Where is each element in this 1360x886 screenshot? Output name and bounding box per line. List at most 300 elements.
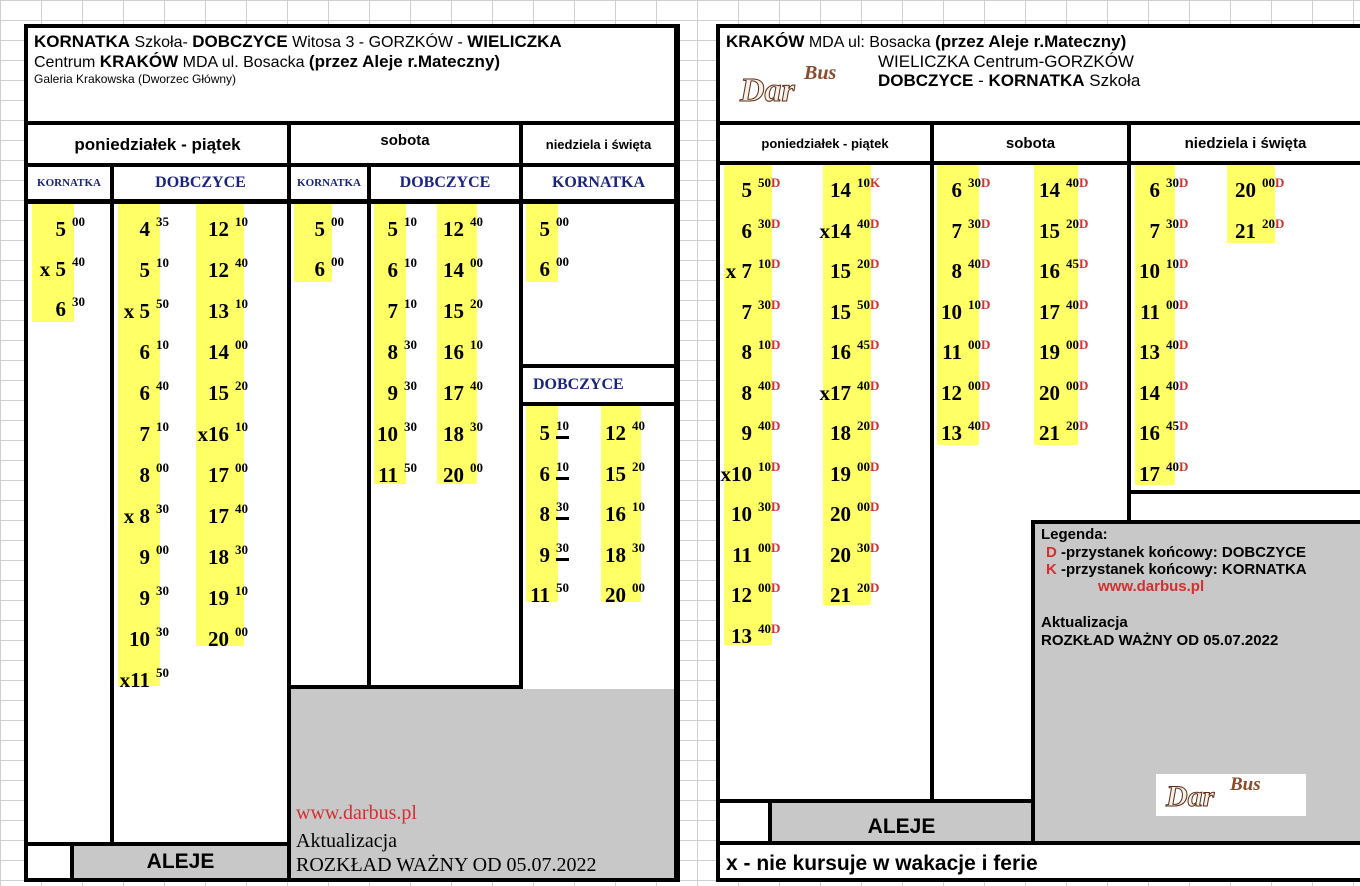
departure-time: [38, 287, 112, 327]
departure-hour: 20: [830, 502, 851, 526]
departure-hour: 19: [830, 461, 851, 486]
departure-minute: 40D: [857, 377, 880, 393]
departure-hour: 6: [314, 257, 325, 281]
darbus-logo-top: Dar Bus: [740, 62, 837, 109]
departure-hour: 6: [139, 340, 150, 364]
terminus-marker: D: [771, 256, 781, 271]
departure-minute: 40D: [1166, 377, 1189, 393]
terminus-marker: D: [1079, 175, 1089, 190]
left-footer-valid: ROZKŁAD WAŻNY OD 05.07.2022: [296, 854, 597, 876]
departure-minute: 40D: [1066, 175, 1089, 190]
left-aleje-label: ALEJE: [146, 850, 215, 873]
departure-hour: 12: [731, 583, 752, 607]
departure-time: [934, 371, 1008, 411]
departure-minute: 35: [156, 214, 169, 229]
right-note: x - nie kursuje w wakacje i ferie: [726, 852, 1038, 875]
departure-minute: 10D: [1166, 256, 1189, 271]
departure-time: [436, 371, 510, 411]
departure-hour: 6: [387, 258, 398, 282]
departure-hour: 6: [539, 257, 550, 281]
departure-hour: 15: [208, 381, 229, 405]
left-sun-kornatka-label: KORNATKA: [523, 167, 674, 199]
departure-minute: 00: [470, 255, 483, 270]
departure-time: [201, 576, 275, 616]
departure-hour: 8: [951, 259, 962, 283]
departure-hour: 7: [1149, 218, 1160, 243]
departure-minute: 40: [470, 214, 483, 229]
departure-hour: 9: [139, 586, 150, 610]
departure-minute: 00: [470, 460, 483, 475]
departure-hour: 6: [1149, 178, 1160, 202]
departure-minute: 10: [632, 499, 645, 514]
departure-minute: 00: [331, 214, 344, 229]
terminus-marker: D: [771, 337, 781, 352]
departure-minute: 30: [235, 542, 248, 557]
departure-minute: 00D: [1066, 377, 1089, 393]
left-route-header: [28, 28, 674, 121]
terminus-marker: D: [771, 296, 781, 312]
right-aleje-label: ALEJE: [867, 815, 936, 838]
departure-hour: x14: [819, 218, 851, 243]
departure-minute: 30: [470, 419, 483, 434]
departure-minute: 10: [404, 255, 417, 270]
legend-title: Legenda:: [1041, 526, 1108, 543]
departure-time: [823, 330, 897, 370]
departure-minute: 45D: [1066, 256, 1089, 271]
departure-hour: 17: [1039, 299, 1060, 324]
departure-time: [1032, 249, 1106, 289]
departure-minute: 10: [556, 459, 569, 480]
terminus-marker: D: [1079, 256, 1089, 271]
left-header-line3: Galeria Krakowska (Dworzec Główny): [34, 72, 237, 86]
departure-minute: 50: [404, 460, 417, 475]
departure-time: [122, 535, 196, 575]
departure-minute: 20: [470, 296, 483, 311]
departure-minute: 10: [470, 337, 483, 352]
right-header-line3: DOBCZYCE - KORNATKA Szkoła: [878, 71, 1141, 90]
departure-minute: 00: [235, 460, 248, 475]
terminus-marker: D: [981, 175, 991, 190]
terminus-marker: D: [1179, 175, 1189, 190]
terminus-marker: D: [1275, 175, 1285, 190]
right-weekday-header: poniedziałek - piątek: [720, 125, 930, 161]
departure-time: [122, 207, 196, 247]
departure-time: [1032, 330, 1106, 370]
terminus-marker: D: [1079, 296, 1089, 312]
departure-minute: 00: [72, 214, 85, 229]
departure-minute: 45D: [857, 337, 880, 352]
departure-hour: x 7: [725, 259, 752, 283]
departure-hour: 11: [530, 583, 550, 607]
departure-minute: 30D: [758, 215, 781, 231]
departure-time: [522, 492, 596, 532]
departure-hour: 11: [942, 340, 962, 364]
terminus-marker: D: [981, 337, 991, 352]
departure-time: [370, 289, 444, 329]
departure-time: [436, 453, 510, 493]
departure-hour: 15: [830, 299, 851, 324]
departure-minute: 00: [235, 624, 248, 639]
departure-minute: 40D: [1166, 458, 1189, 474]
departure-minute: 20D: [857, 580, 880, 595]
departure-time: [819, 371, 897, 411]
legend-d-row: D -przystanek końcowy: DOBCZYCE: [1046, 544, 1307, 561]
departure-minute: 20D: [1066, 418, 1089, 433]
departure-hour: 11: [1140, 299, 1160, 324]
departure-minute: 50: [156, 296, 169, 311]
departure-hour: 7: [139, 422, 150, 446]
departure-minute: 10D: [758, 337, 781, 352]
departure-time: [436, 330, 510, 370]
departure-hour: 18: [208, 545, 229, 569]
departure-time: [1132, 411, 1206, 451]
departure-time: [436, 248, 510, 288]
departure-hour: 14: [1139, 380, 1160, 405]
departure-hour: x 5: [123, 299, 150, 323]
departure-hour: 17: [208, 463, 229, 487]
departure-time: [934, 209, 1008, 249]
departure-time: [122, 576, 196, 616]
departure-hour: 20: [1235, 178, 1256, 202]
departure-hour: 20: [1039, 380, 1060, 405]
terminus-marker: D: [1179, 377, 1189, 393]
departure-minute: 20: [632, 458, 645, 474]
departure-minute: 10: [156, 255, 169, 270]
departure-time: [724, 330, 798, 370]
departure-minute: 10: [156, 419, 169, 434]
terminus-marker: D: [1079, 337, 1089, 352]
terminus-marker: D: [981, 215, 991, 231]
departure-time: [934, 411, 1008, 451]
departure-hour: 6: [951, 178, 962, 202]
departure-time: [934, 249, 1008, 289]
departure-hour: x 8: [123, 504, 150, 528]
departure-hour: 12: [605, 421, 626, 445]
departure-hour: 10: [941, 299, 962, 324]
departure-hour: 5: [387, 217, 398, 241]
departure-time: [201, 617, 275, 657]
departure-hour: 14: [443, 258, 464, 282]
left-saturday-header: sobota: [291, 125, 519, 163]
departure-minute: 10: [404, 214, 417, 229]
terminus-marker: D: [771, 418, 781, 433]
departure-minute: 00D: [857, 499, 880, 514]
departure-time: [724, 533, 798, 573]
departure-minute: 40: [72, 254, 85, 269]
departure-hour: 15: [605, 461, 626, 486]
departure-hour: 13: [208, 299, 229, 323]
departure-minute: 50D: [857, 296, 880, 312]
terminus-marker: D: [870, 256, 880, 271]
departure-time: [819, 209, 897, 249]
terminus-marker: D: [1179, 418, 1189, 433]
departure-hour: 20: [208, 627, 229, 651]
departure-minute: 40D: [968, 418, 991, 433]
departure-time: [724, 371, 798, 411]
departure-time: [197, 412, 275, 452]
departure-minute: 30: [156, 624, 169, 639]
left-footer-www: www.darbus.pl: [296, 802, 417, 824]
departure-minute: 40: [632, 418, 645, 433]
departure-minute: 10D: [758, 458, 781, 474]
departure-time: [436, 412, 510, 452]
departure-hour: x 5: [39, 257, 66, 281]
departure-time: [934, 168, 1008, 208]
departure-hour: 14: [1039, 178, 1060, 202]
departure-time: [1132, 249, 1206, 289]
departure-time: [201, 207, 275, 247]
departure-minute: 00: [156, 542, 169, 557]
departure-time: [724, 492, 798, 532]
departure-time: [1132, 452, 1206, 492]
departure-time: [522, 411, 596, 451]
departure-minute: 00D: [857, 458, 880, 474]
departure-hour: x11: [119, 668, 150, 692]
terminus-marker: D: [1179, 256, 1189, 271]
departure-minute: 30D: [968, 175, 991, 190]
departure-time: [201, 453, 275, 493]
departure-hour: x10: [720, 461, 752, 486]
departure-time: [370, 330, 444, 370]
departure-minute: 10: [235, 583, 248, 598]
departure-hour: 7: [387, 299, 398, 323]
departure-hour: x17: [819, 380, 851, 405]
departure-hour: 18: [443, 422, 464, 446]
departure-time: [436, 207, 510, 247]
departure-hour: 20: [830, 542, 851, 567]
departure-time: [598, 573, 672, 613]
terminus-marker: D: [771, 539, 781, 555]
departure-minute: 50: [556, 580, 569, 595]
departure-time: [1032, 411, 1106, 451]
departure-hour: 10: [731, 502, 752, 526]
departure-time: [122, 289, 196, 329]
departure-hour: 8: [741, 380, 752, 405]
departure-minute: 30: [556, 540, 569, 561]
departure-hour: 16: [830, 340, 851, 364]
departure-hour: 14: [208, 340, 229, 364]
departure-minute: 30D: [758, 296, 781, 312]
departure-hour: 9: [741, 421, 752, 445]
departure-minute: 30: [404, 378, 417, 393]
departure-time: [122, 617, 196, 657]
departure-hour: 17: [208, 504, 229, 528]
departure-hour: 5: [741, 178, 752, 202]
departure-minute: 30: [156, 501, 169, 516]
departure-hour: 6: [55, 297, 66, 321]
departure-time: [122, 453, 196, 493]
departure-time: [598, 533, 672, 573]
departure-minute: 30D: [857, 539, 880, 555]
departure-minute: 40: [235, 501, 248, 516]
departure-minute: 00: [156, 460, 169, 475]
departure-minute: 00D: [758, 539, 781, 555]
terminus-marker: D: [1179, 458, 1189, 474]
departure-hour: 16: [605, 502, 626, 526]
departure-minute: 20D: [1066, 215, 1089, 231]
terminus-marker: D: [870, 377, 880, 393]
departure-minute: 50D: [758, 175, 781, 190]
terminus-marker: D: [771, 175, 781, 190]
departure-minute: 50: [156, 665, 169, 680]
departure-minute: 40D: [968, 256, 991, 271]
departure-minute: 40D: [758, 377, 781, 393]
departure-minute: 30: [404, 337, 417, 352]
terminus-marker: D: [771, 458, 781, 474]
departure-hour: 8: [539, 502, 550, 526]
departure-hour: 5: [314, 217, 325, 241]
departure-minute: 10: [235, 419, 248, 434]
departure-hour: 21: [1039, 421, 1060, 445]
departure-minute: 40D: [1166, 337, 1189, 352]
departure-minute: 30: [632, 539, 645, 555]
departure-time: [370, 207, 444, 247]
departure-hour: 10: [377, 422, 398, 446]
departure-time: [1032, 168, 1106, 208]
departure-time: [823, 533, 897, 573]
departure-time: [122, 248, 196, 288]
departure-hour: 5: [539, 421, 550, 445]
departure-hour: 8: [741, 340, 752, 364]
departure-hour: 13: [731, 623, 752, 648]
departure-minute: 00D: [968, 377, 991, 393]
terminus-marker: D: [771, 377, 781, 393]
departure-minute: 00: [556, 214, 569, 229]
departure-time: [370, 248, 444, 288]
departure-minute: 00: [235, 337, 248, 352]
departure-hour: 19: [1039, 340, 1060, 364]
departure-minute: 10: [404, 296, 417, 311]
departure-time: [201, 248, 275, 288]
departure-time: [823, 492, 897, 532]
departure-hour: 5: [55, 217, 66, 241]
terminus-marker: D: [870, 539, 880, 555]
departure-time: [598, 411, 672, 451]
departure-time: [1032, 290, 1106, 330]
departure-minute: 40D: [857, 215, 880, 231]
departure-minute: 30: [404, 419, 417, 434]
departure-time: [122, 371, 196, 411]
departure-hour: 20: [443, 463, 464, 487]
departure-minute: 00: [632, 580, 645, 595]
departure-time: [598, 452, 672, 492]
departure-minute: 10: [235, 214, 248, 229]
terminus-marker: K: [870, 175, 881, 190]
departure-time: [598, 492, 672, 532]
departure-time: [122, 330, 196, 370]
departure-minute: 30: [156, 583, 169, 598]
departure-hour: 7: [741, 299, 752, 324]
departure-time: [823, 290, 897, 330]
departure-time: [122, 412, 196, 452]
departure-hour: 18: [830, 421, 851, 445]
departure-time: [823, 573, 897, 613]
terminus-marker: D: [870, 296, 880, 312]
departure-hour: 20: [605, 583, 626, 607]
departure-time: [522, 207, 596, 247]
departure-hour: 15: [830, 259, 851, 283]
departure-hour: 5: [139, 258, 150, 282]
terminus-marker: D: [1079, 215, 1089, 231]
left-header-line2: Centrum KRAKÓW MDA ul. Bosacka (przez Aleje r.Mateczny): [34, 52, 501, 71]
terminus-marker: D: [981, 418, 991, 433]
departure-minute: 30D: [1166, 215, 1189, 231]
departure-hour: 6: [741, 218, 752, 243]
terminus-marker: D: [981, 296, 991, 312]
darbus-logo-bottom: Dar Bus: [1156, 774, 1306, 816]
departure-time: [823, 452, 897, 492]
departure-hour: 5: [539, 217, 550, 241]
left-sun-dobczyce-label: DOBCZYCE: [523, 368, 674, 402]
departure-hour: 9: [139, 545, 150, 569]
legend-www: www.darbus.pl: [1098, 578, 1205, 595]
departure-hour: 14: [830, 178, 851, 202]
departure-minute: 00: [556, 254, 569, 269]
departure-time: [522, 533, 596, 573]
departure-time: [720, 452, 798, 492]
departure-minute: 00D: [968, 337, 991, 352]
departure-minute: 00: [331, 254, 344, 269]
terminus-marker: D: [870, 499, 880, 514]
departure-time: [1032, 371, 1106, 411]
terminus-marker: D: [771, 499, 781, 514]
departure-hour: 6: [539, 461, 550, 486]
departure-hour: 8: [139, 463, 150, 487]
departure-time: [201, 494, 275, 534]
departure-time: [1228, 209, 1302, 249]
departure-hour: 8: [387, 340, 398, 364]
departure-time: [370, 412, 444, 452]
departure-time: [297, 207, 371, 247]
departure-time: [522, 452, 596, 492]
departure-minute: 10D: [758, 256, 781, 271]
departure-minute: 40D: [1066, 296, 1089, 312]
left-sunday-header: niedziela i święta: [523, 125, 674, 163]
departure-time: [724, 411, 798, 451]
terminus-marker: D: [870, 458, 880, 474]
right-saturday-header: sobota: [934, 125, 1127, 161]
departure-time: [38, 207, 112, 247]
left-kornatka-label: KORNATKA: [28, 167, 110, 199]
terminus-marker: D: [1079, 377, 1089, 393]
legend-aktualizacja: Aktualizacja: [1041, 614, 1128, 631]
departure-minute: 10: [156, 337, 169, 352]
departure-hour: 13: [1139, 340, 1160, 364]
departure-time: [436, 289, 510, 329]
departure-time: [823, 168, 897, 208]
departure-time: [201, 289, 275, 329]
departure-time: [201, 330, 275, 370]
departure-time: [823, 411, 897, 451]
departure-hour: 21: [830, 583, 851, 607]
departure-minute: 10D: [968, 296, 991, 312]
departure-hour: 9: [387, 381, 398, 405]
terminus-marker: D: [870, 418, 880, 433]
departure-time: [1132, 371, 1206, 411]
left-dobczyce-label: DOBCZYCE: [114, 167, 287, 199]
departure-time: [1132, 209, 1206, 249]
legend-valid: ROZKŁAD WAŻNY OD 05.07.2022: [1041, 632, 1279, 649]
terminus-marker: D: [771, 580, 781, 595]
terminus-marker: D: [981, 256, 991, 271]
terminus-marker: D: [771, 620, 781, 636]
departure-minute: 00D: [1262, 175, 1285, 190]
left-sat-dobczyce-label: DOBCZYCE: [371, 167, 519, 199]
departure-minute: 30: [72, 294, 85, 309]
departure-time: [38, 247, 112, 287]
departure-hour: 11: [732, 542, 752, 567]
right-header-line2: WIELICZKA Centrum-GORZKÓW: [878, 52, 1134, 71]
